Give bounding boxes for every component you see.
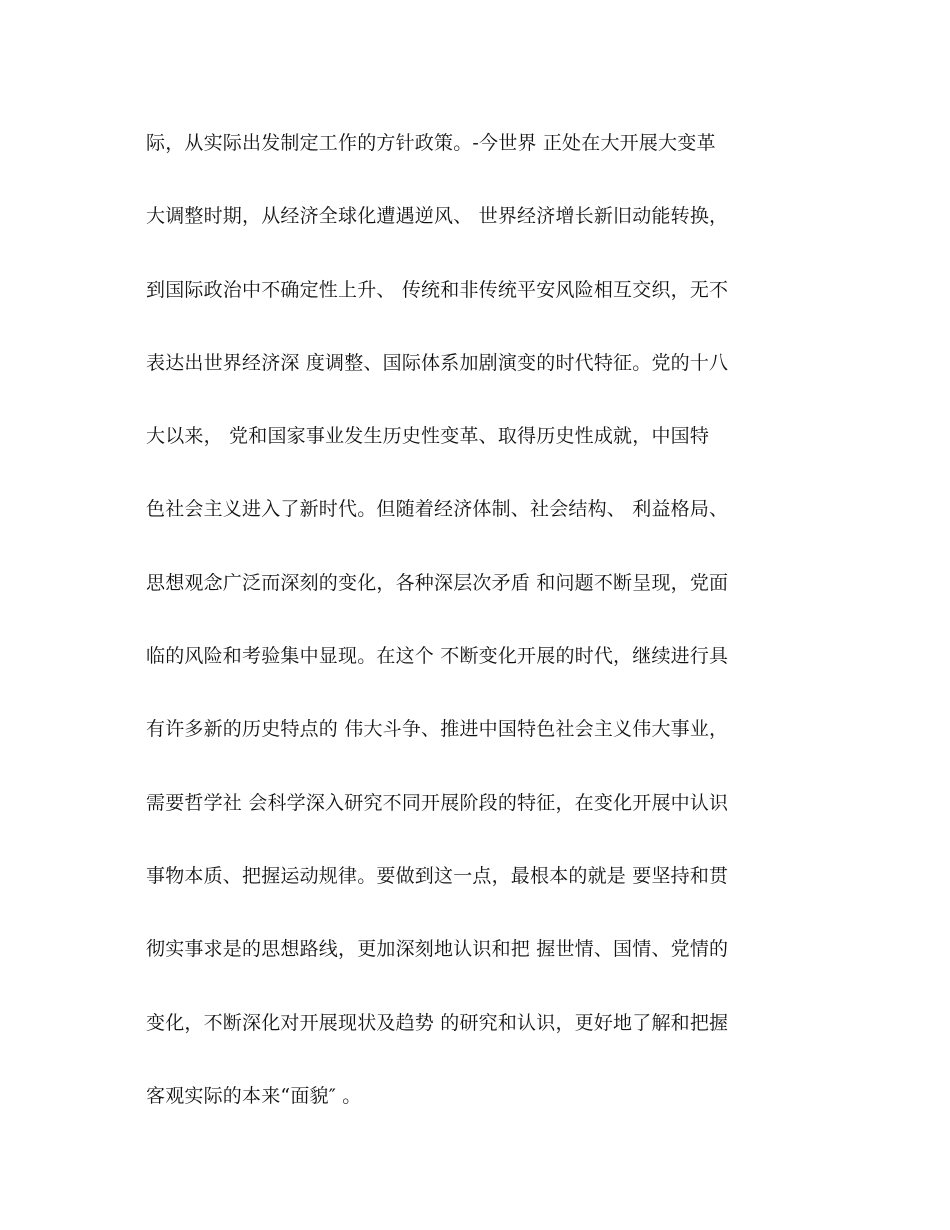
text-line-11: 事物本质、把握运动规律。要做到这一点，最根本的就是 要坚持和贯 — [146, 864, 729, 887]
body-paragraph — [146, 121, 826, 1147]
text-line-6: 色社会主义进入了新时代。但随着经济体制、社会结构、 利益格局、 — [146, 498, 729, 521]
text-line-12: 彻实事求是的思想路线，更加深刻地认识和把 握世情、国情、党情的 — [146, 938, 729, 961]
text-line-5: 大以来， 党和国家事业发生历史性变革、取得历史性成就，中国特 — [146, 425, 710, 448]
text-line-7: 思想观念广泛而深刻的变化，各种深层次矛盾 和问题不断呈现，党面 — [146, 571, 729, 594]
text-line-3: 到国际政治中不确定性上升、 传统和非传统平安风险相互交织，无不 — [146, 278, 729, 301]
text-line-10: 需要哲学社 会科学深入研究不同开展阶段的特征，在变化开展中认识 — [146, 791, 729, 814]
text-line-13: 变化，不断深化对开展现状及趋势 的研究和认识，更好地了解和把握 — [146, 1011, 729, 1034]
text-line-1: 际，从实际出发制定工作的方针政策。-今世界 正处在大开展大变革 — [146, 132, 716, 154]
text-line-4: 表达出世界经济深 度调整、国际体系加剧演变的时代特征。党的十八 — [146, 351, 729, 374]
text-line-14: 客观实际的本来“面貌″ 。 — [146, 1084, 362, 1107]
text-line-8: 临的风险和考验集中显现。在这个 不断变化开展的时代，继续进行具 — [146, 645, 729, 668]
text-line-2: 大调整时期，从经济全球化遭遇逆风、 世界经济增长新旧动能转换， — [146, 205, 729, 228]
text-line-9: 有许多新的历史特点的 伟大斗争、推进中国特色社会主义伟大事业， — [146, 718, 729, 741]
